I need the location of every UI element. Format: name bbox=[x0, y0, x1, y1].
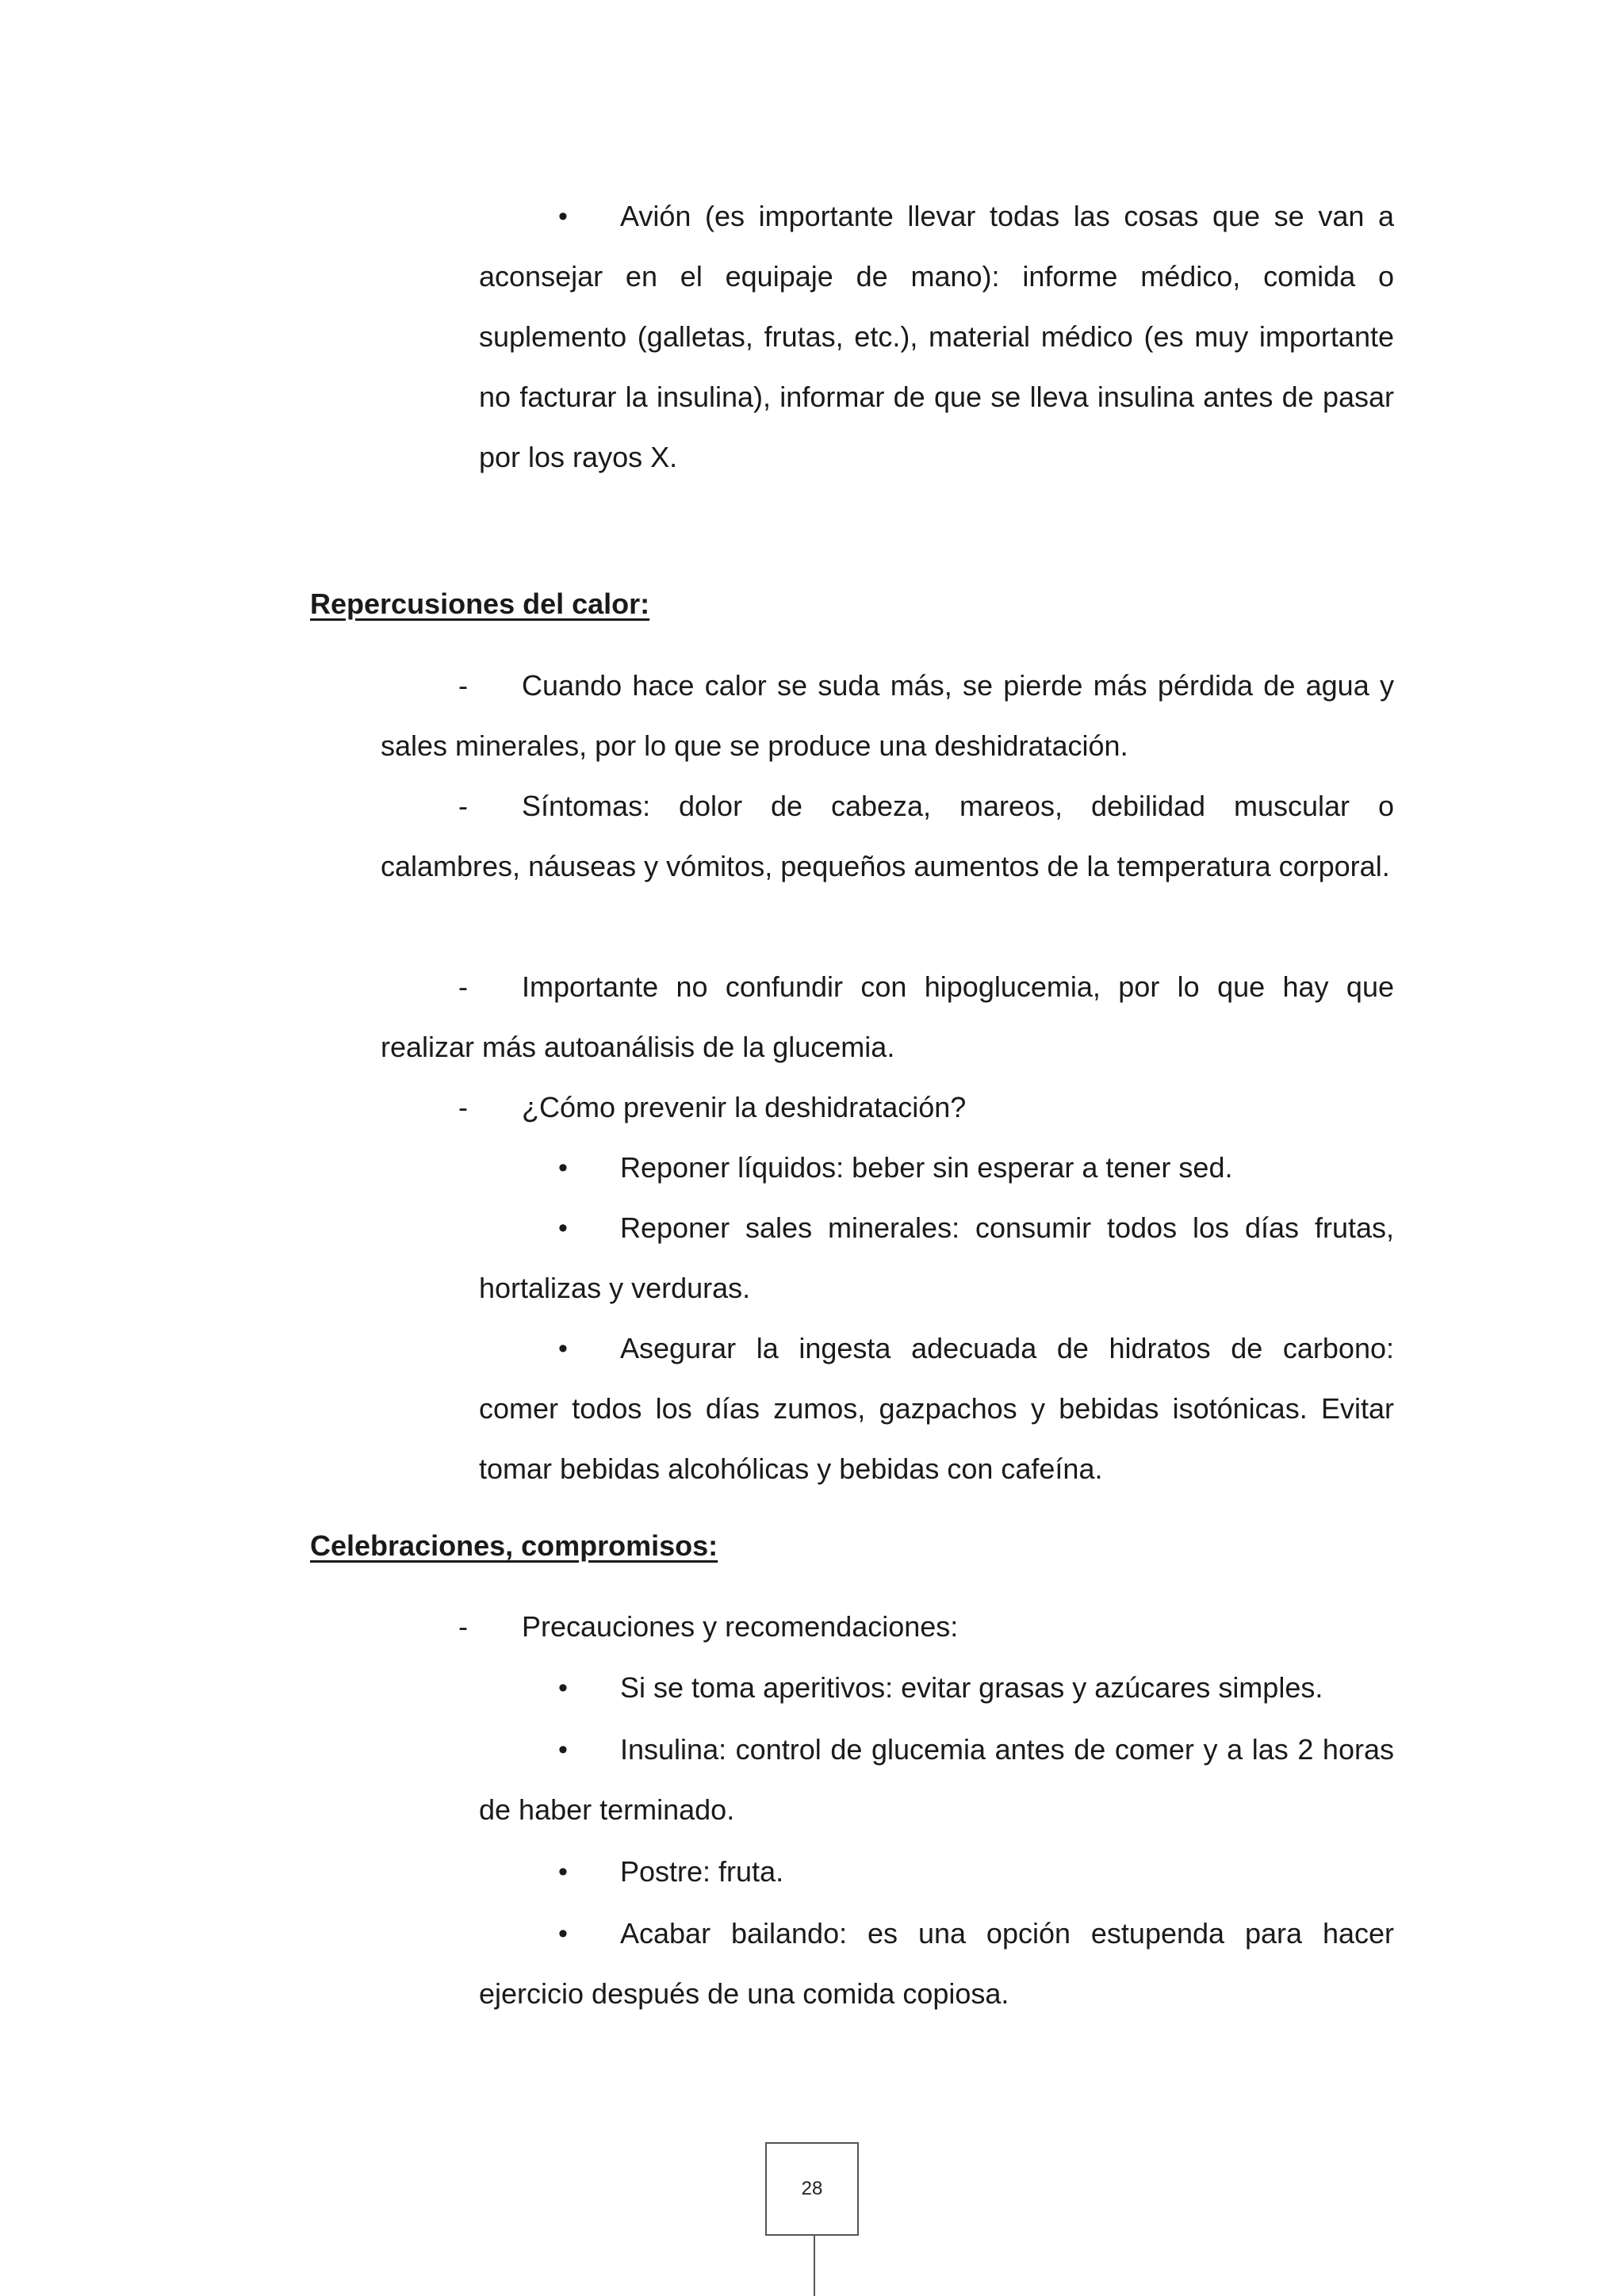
section-heading-celebrations: Celebraciones, compromisos: bbox=[310, 1529, 718, 1562]
bullet-item-airplane bbox=[479, 186, 1394, 488]
page-number-stem-line bbox=[814, 2236, 815, 2296]
dash-text: Cuando hace calor se suda más, se pierde más pérdida de agua y sales minerales, por lo que se produce una deshidratación. bbox=[381, 669, 1394, 762]
bullet-text: Insulina: control de glucemia antes de comer y a las 2 horas de haber terminado. bbox=[479, 1733, 1394, 1826]
bullet-text: Reponer líquidos: beber sin esperar a tener sed. bbox=[620, 1151, 1233, 1184]
dash-marker: - bbox=[458, 1610, 468, 1643]
bullet-text: Si se toma aperitivos: evitar grasas y azúcares simples. bbox=[620, 1671, 1323, 1704]
dash-marker: - bbox=[458, 1091, 468, 1123]
dash-text: Importante no confundir con hipoglucemia, por lo que hay que realizar más autoanálisis de la glucemia. bbox=[381, 970, 1394, 1063]
dash-marker: - bbox=[458, 790, 468, 822]
bullet-text: Postre: fruta. bbox=[620, 1855, 784, 1888]
bullet-marker: • bbox=[558, 1334, 568, 1364]
bullet-marker: • bbox=[558, 1153, 568, 1183]
dash-item-symptoms bbox=[381, 776, 1394, 897]
bullet-item-carbohydrates bbox=[479, 1318, 1394, 1499]
dash-item-precautions bbox=[381, 1597, 1394, 1657]
bullet-item-liquids bbox=[479, 1138, 1394, 1198]
bullet-text: Acabar bailando: es una opción estupenda para hacer ejercicio después de una comida copiosa. bbox=[479, 1917, 1394, 2010]
dash-text: Precauciones y recomendaciones: bbox=[522, 1610, 959, 1643]
dash-text: Síntomas: dolor de cabeza, mareos, debilidad muscular o calambres, náuseas y vómitos, pequeños aumentos de la temperatura corporal. bbox=[381, 790, 1394, 882]
dash-marker: - bbox=[458, 669, 468, 702]
bullet-marker: • bbox=[558, 1919, 568, 1949]
dash-text: ¿Cómo prevenir la deshidratación? bbox=[522, 1091, 967, 1123]
bullet-item-minerals bbox=[479, 1198, 1394, 1318]
bullet-marker: • bbox=[558, 201, 568, 232]
bullet-marker: • bbox=[558, 1213, 568, 1243]
bullet-marker: • bbox=[558, 1673, 568, 1703]
page-number: 28 bbox=[801, 2178, 823, 2199]
bullet-item-aperitifs bbox=[479, 1658, 1394, 1718]
dash-marker: - bbox=[458, 970, 468, 1003]
dash-item-hypoglycemia bbox=[381, 957, 1394, 1077]
bullet-text: Avión (es importante llevar todas las cosas que se van a aconsejar en el equipaje de mano): informe médico, comida o suplemento (galletas, frutas, etc.), material médico (es muy importante no facturar la insulina), informar de que se lleva insulina antes de pasar por los rayos X. bbox=[479, 200, 1394, 473]
bullet-item-dancing bbox=[479, 1904, 1394, 2024]
dash-item-prevention-question bbox=[381, 1077, 1394, 1138]
bullet-marker: • bbox=[558, 1857, 568, 1887]
section-heading-heat: Repercusiones del calor: bbox=[310, 587, 650, 620]
bullet-marker: • bbox=[558, 1735, 568, 1765]
bullet-text: Reponer sales minerales: consumir todos los días frutas, hortalizas y verduras. bbox=[479, 1211, 1394, 1304]
bullet-item-insulin bbox=[479, 1720, 1394, 1840]
bullet-text: Asegurar la ingesta adecuada de hidratos de carbono: comer todos los días zumos, gazpachos y bebidas isotónicas. Evitar tomar bebidas alcohólicas y bebidas con cafeína. bbox=[479, 1332, 1394, 1485]
bullet-item-dessert bbox=[479, 1842, 1394, 1902]
dash-item-sweat bbox=[381, 656, 1394, 776]
page-number-box bbox=[765, 2142, 859, 2236]
